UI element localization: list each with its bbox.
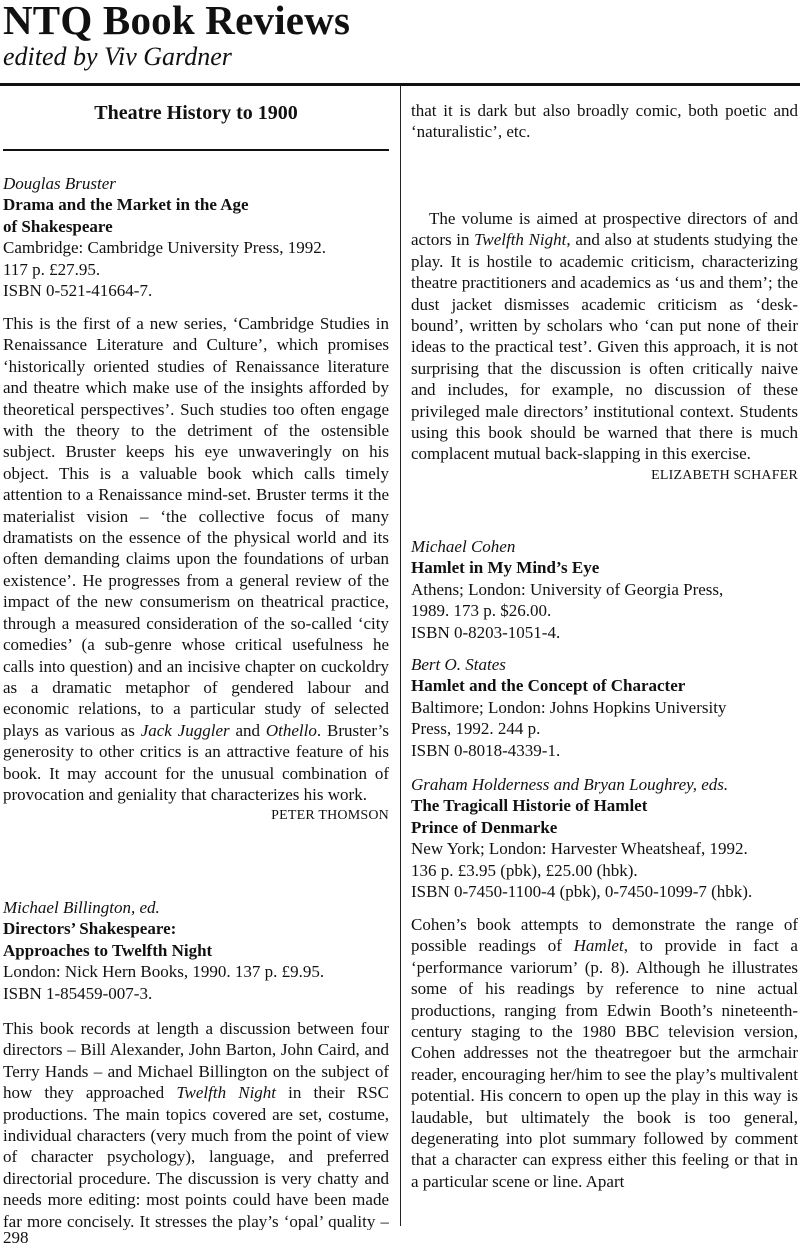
book-title-line: of Shakespeare <box>3 216 113 236</box>
publisher: London: Nick Hern Books, 1990. 137 p. £9.95. <box>3 962 325 982</box>
section-rule <box>3 149 389 151</box>
journal-title: NTQ Book Reviews <box>3 0 351 43</box>
book-title-line: Directors’ Shakespeare: <box>3 919 177 939</box>
play-title: Twelfth Night <box>176 1083 277 1103</box>
book-author: Michael Cohen <box>411 537 516 556</box>
reviewer-name: ELIZABETH SCHAFER <box>651 467 798 483</box>
book-title-line: Drama and the Market in the Age <box>3 195 249 215</box>
cohen-citation <box>411 536 798 643</box>
review-paragraph: The volume is aimed at prospective directors of and actors in Twelfth Night, and also at students studying the play. It is hostile to academic criticism, characterizing theatre practitioners and academics as ‘us and them’; the dust jacket dismisses academic criticism as ‘desk-bound’, written by scholars who ‘can put none of their ideas to the practical test’. Given this approach, it is not surprising that the discussion is often critically naive and includes, for example, no discussion of these privileged male directors’ institutional context. Students using this book should be warned that there is much complacent mutual back-slapping in this exercise. <box>411 209 798 464</box>
isbn: ISBN 0-8018-4339-1. <box>411 740 561 760</box>
price: 1989. 173 p. $26.00. <box>411 601 552 621</box>
review-paragraph: Cohen’s book attempts to demonstrate the range of possible readings of Hamlet, to provide in fact a ‘performance variorum’ (p. 8). Although he illustrates some of his readings by reference to nine actual productions, ranging from Edwin Booth’s nineteenth-century staging to the 1980 BBC television version, Cohen addresses not the theatregoer but the armchair reader, encouraging her/him to see the play’s multivalent potential. His concern to open up the play in this way is laudable, but ultimately the book is too general, degenerating into plot summary followed by comment that a character can express either this feeling or that in a particular scene or line. Apart <box>411 915 798 1191</box>
review-paragraph: This book records at length a discussion between four directors – Bill Alexander, John Barton, John Caird, and Terry Hands – and Michael Billington on the subject of how they approached Twelfth Night in their RSC productions. The main topics covered are set, costume, individual characters (very much from the point of view of character psychology), language, and preferred directorial procedure. The discussion is very chatty and needs more editing: most points could have been made far more concisely. It stresses the play’s ‘opal’ quality – <box>3 1019 389 1230</box>
price: 136 p. £3.95 (pbk), £25.00 (hbk). <box>411 860 638 880</box>
play-title: Twelfth Night <box>474 230 567 250</box>
book-title: Hamlet and the Concept of Character <box>411 676 686 696</box>
billington-review-part1 <box>3 1018 389 1230</box>
book-title-line: Prince of Denmarke <box>411 817 558 837</box>
publisher: Baltimore; London: Johns Hopkins University <box>411 697 727 717</box>
price: 117 p. £27.95. <box>3 259 101 279</box>
book-title: Hamlet in My Mind’s Eye <box>411 558 600 578</box>
billington-review-cont <box>411 100 798 208</box>
review-paragraph: This is the first of a new series, ‘Cambridge Studies in Renaissance Literature and Culture’, which promises ‘historically oriented studies of Renaissance literature and theatre which make use of the insights afforded by theoretical perspectives’. Such studies too often engage with the theory to the detriment of the ostensible subject. Bruster keeps his eye unwaveringly on his object. This is a valuable book which calls timely attention to a Renaissance mind-set. Bruster terms it the materialist vision – ‘the collective focus of many dramatists on the essence of the physical world and its often demanding claims upon the foundations of urban existence’. He progresses from a general review of the impact of the new consumerism on theatrical practice, through a measured consideration of the so-called ‘city comedies’ (a sub-genre whose critical usefulness he calls into question) and an incisive chapter on cuckoldry as a dramatic metaphor of gendered labour and economic relations, to a particular study of selected plays as various as Jack Juggler and Othello. Bruster’s generosity to other critics is an attractive feature of his book. It may account for the unusual combination of provocation and geniality that characterizes his work. <box>3 314 389 804</box>
book-title-line: Approaches to Twelfth Night <box>3 940 213 960</box>
book-author: Graham Holderness and Bryan Loughrey, eds. <box>411 775 729 794</box>
book-author: Michael Billington, ed. <box>3 898 160 917</box>
publisher: New York; London: Harvester Wheatsheaf, 1992. <box>411 839 748 859</box>
masthead <box>3 0 350 72</box>
play-title: Othello <box>265 720 317 740</box>
editor-line: edited by Viv Gardner <box>3 42 232 71</box>
isbn: ISBN 0-7450-1100-4 (pbk), 0-7450-1099-7 (hbk). <box>411 882 753 902</box>
isbn: ISBN 0-8203-1051-4. <box>411 622 561 642</box>
play-title: Hamlet <box>573 936 624 956</box>
holderness-citation <box>411 774 798 902</box>
publisher: Athens; London: University of Georgia Press, <box>411 579 724 599</box>
review-paragraph: that it is dark but also broadly comic, both poetic and ‘naturalistic’, etc. <box>411 101 798 142</box>
price: Press, 1992. 244 p. <box>411 719 541 739</box>
section-heading: Theatre History to 1900 <box>94 102 298 124</box>
hamlet-review <box>411 914 798 1234</box>
book-author: Douglas Bruster <box>3 174 116 193</box>
isbn: ISBN 1-85459-007-3. <box>3 983 153 1003</box>
states-citation <box>411 654 798 761</box>
play-title: Jack Juggler <box>140 720 230 740</box>
column-divider <box>400 86 401 1226</box>
page-number: 298 <box>3 1228 29 1247</box>
billington-citation <box>3 897 389 1004</box>
book-author: Bert O. States <box>411 655 506 674</box>
billington-review-para2 <box>411 208 798 486</box>
isbn: ISBN 0-521-41664-7. <box>3 281 153 301</box>
book-title-line: The Tragicall Historie of Hamlet <box>411 796 648 816</box>
publisher: Cambridge: Cambridge University Press, 1992. <box>3 238 326 258</box>
bruster-citation <box>3 173 389 301</box>
bruster-review <box>3 313 389 827</box>
reviewer-name: PETER THOMSON <box>271 808 389 824</box>
